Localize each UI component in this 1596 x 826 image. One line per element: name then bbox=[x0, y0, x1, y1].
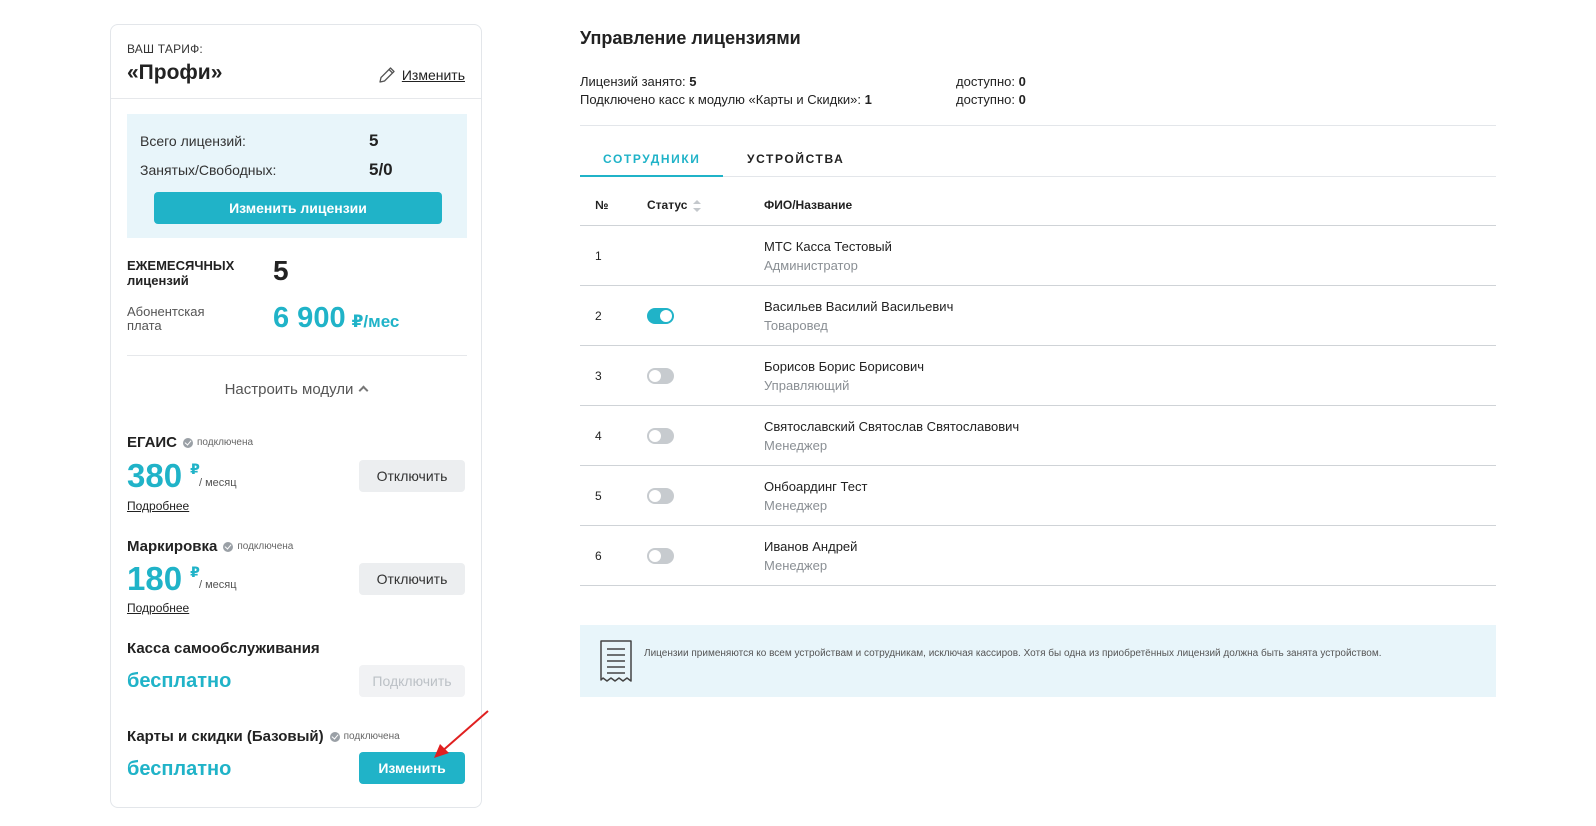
status-toggle[interactable] bbox=[647, 308, 674, 324]
module-title: Маркировка bbox=[127, 538, 218, 555]
cash-available-label: доступно: bbox=[956, 92, 1015, 107]
price-currency: ₽ bbox=[190, 564, 200, 580]
row-role: Товаровед bbox=[764, 318, 828, 333]
module-cards-discounts-change-button[interactable]: Изменить bbox=[359, 752, 465, 784]
status-toggle[interactable] bbox=[647, 488, 674, 504]
tab-devices[interactable]: УСТРОЙСТВА bbox=[747, 152, 845, 166]
module-title: Касса самообслуживания bbox=[127, 640, 320, 657]
licenses-available-stat bbox=[956, 74, 1026, 89]
subscription-fee-label: Абонентская плата bbox=[127, 304, 205, 333]
status-toggle[interactable] bbox=[647, 428, 674, 444]
row-number: 2 bbox=[595, 309, 602, 323]
plan-caption: ВАШ ТАРИФ: bbox=[127, 42, 203, 56]
module-self-checkout-connect-button[interactable]: Подключить bbox=[359, 665, 465, 697]
row-number: 6 bbox=[595, 549, 602, 563]
status-text: подключена bbox=[343, 731, 400, 742]
licenses-available-value: 0 bbox=[1018, 74, 1026, 89]
total-licenses-value: 5 bbox=[369, 131, 379, 150]
price-currency: ₽ bbox=[190, 461, 200, 477]
column-status-label: Статус bbox=[647, 198, 688, 212]
module-marking-disconnect-button[interactable]: Отключить bbox=[359, 563, 465, 595]
divider bbox=[127, 355, 467, 356]
price-unit: / месяц bbox=[199, 579, 237, 591]
configure-modules-toggle[interactable] bbox=[111, 381, 481, 398]
monthly-licenses-value: 5 bbox=[273, 255, 289, 286]
module-self-checkout-title bbox=[127, 640, 320, 657]
change-licenses-button[interactable]: Изменить лицензии bbox=[154, 192, 442, 224]
table-row[interactable] bbox=[580, 406, 1496, 466]
row-name: Онбоардинг Тест bbox=[764, 479, 868, 494]
module-egais-disconnect-button[interactable]: Отключить bbox=[359, 460, 465, 492]
column-status[interactable] bbox=[647, 198, 701, 212]
column-name: ФИО/Название bbox=[764, 198, 853, 212]
subscription-fee-unit: ₽/мес bbox=[351, 312, 400, 331]
row-role: Менеджер bbox=[764, 558, 828, 573]
row-role: Менеджер bbox=[764, 438, 828, 453]
monthly-licenses-label: ЕЖЕМЕСЯЧНЫХ лицензий bbox=[127, 258, 235, 288]
cash-connected-value: 1 bbox=[864, 92, 872, 107]
price-unit: / месяц bbox=[199, 477, 237, 489]
tab-employees[interactable]: СОТРУДНИКИ bbox=[603, 152, 701, 166]
row-name: МТС Касса Тестовый bbox=[764, 239, 892, 254]
info-notice bbox=[580, 625, 1496, 697]
configure-modules-label: Настроить модули bbox=[224, 381, 354, 398]
module-egais-price bbox=[127, 459, 200, 492]
row-number: 1 bbox=[595, 249, 602, 263]
info-notice-text: Лицензии применяются ко всем устройствам и сотрудникам, исключая кассиров. Хотя бы одна из приобретённых лицензий должна быть занята устройством. bbox=[644, 648, 1382, 659]
busy-free-label: Занятых/Свободных: bbox=[140, 162, 277, 178]
module-title: ЕГАИС bbox=[127, 434, 178, 451]
module-cards-discounts-price: бесплатно bbox=[127, 758, 232, 780]
row-name: Васильев Василий Васильевич bbox=[764, 299, 954, 314]
cash-connected-stat bbox=[580, 92, 872, 107]
chevron-up-icon bbox=[359, 386, 369, 396]
cash-available-value: 0 bbox=[1018, 92, 1026, 107]
cash-available-stat bbox=[956, 92, 1026, 107]
status-badge bbox=[183, 437, 253, 448]
module-marking-title bbox=[127, 538, 293, 555]
row-number: 5 bbox=[595, 489, 602, 503]
status-badge bbox=[330, 731, 400, 742]
licenses-busy-value: 5 bbox=[689, 74, 697, 89]
cash-connected-label: Подключено касс к модулю «Карты и Скидки»: bbox=[580, 92, 861, 107]
row-number: 3 bbox=[595, 369, 602, 383]
change-plan-link[interactable] bbox=[377, 65, 465, 85]
module-marking-price bbox=[127, 562, 200, 595]
licenses-available-label: доступно: bbox=[956, 74, 1015, 89]
subscription-fee-value: 6 900 bbox=[273, 302, 346, 334]
divider bbox=[580, 125, 1496, 126]
check-circle-icon bbox=[330, 732, 340, 742]
module-egais-details-link[interactable]: Подробнее bbox=[127, 499, 190, 513]
tariff-card bbox=[110, 24, 482, 808]
subscription-fee bbox=[273, 302, 399, 335]
page-title: Управление лицензиями bbox=[580, 28, 801, 48]
check-circle-icon bbox=[183, 438, 193, 448]
status-text: подключена bbox=[237, 541, 294, 552]
module-marking-details-link[interactable]: Подробнее bbox=[127, 601, 190, 615]
table-header bbox=[580, 187, 1496, 226]
check-circle-icon bbox=[223, 542, 233, 552]
tab-bar bbox=[580, 143, 1496, 177]
row-number: 4 bbox=[595, 429, 602, 443]
pencil-icon bbox=[377, 65, 397, 85]
table-row[interactable] bbox=[580, 286, 1496, 346]
price-value: 180 bbox=[127, 560, 183, 597]
table-row[interactable] bbox=[580, 226, 1496, 286]
row-name: Иванов Андрей bbox=[764, 539, 858, 554]
module-cards-discounts-title bbox=[127, 728, 400, 745]
table-row[interactable] bbox=[580, 346, 1496, 406]
module-title: Карты и скидки (Базовый) bbox=[127, 728, 324, 745]
licenses-busy-label: Лицензий занято: bbox=[580, 74, 686, 89]
status-badge bbox=[223, 541, 293, 552]
change-plan-label: Изменить bbox=[401, 67, 465, 83]
status-toggle[interactable] bbox=[647, 548, 674, 564]
row-role: Управляющий bbox=[764, 378, 850, 393]
licenses-summary bbox=[127, 114, 467, 238]
plan-name: «Профи» bbox=[127, 61, 223, 84]
active-tab-indicator bbox=[580, 175, 723, 177]
price-value: 380 bbox=[127, 457, 183, 494]
annotation-arrow-icon bbox=[430, 708, 494, 760]
module-egais-title bbox=[127, 434, 253, 451]
row-name: Борисов Борис Борисович bbox=[764, 359, 925, 374]
row-role: Администратор bbox=[764, 258, 858, 273]
table-row[interactable] bbox=[580, 466, 1496, 526]
column-number: № bbox=[595, 198, 609, 212]
table-row[interactable] bbox=[580, 526, 1496, 586]
receipt-icon bbox=[598, 639, 634, 685]
sort-icon[interactable] bbox=[693, 200, 701, 212]
status-toggle[interactable] bbox=[647, 368, 674, 384]
busy-free-value: 5/0 bbox=[369, 160, 393, 179]
row-role: Менеджер bbox=[764, 498, 828, 513]
status-text: подключена bbox=[197, 437, 254, 448]
total-licenses-label: Всего лицензий: bbox=[140, 133, 246, 149]
licenses-busy-stat bbox=[580, 74, 697, 89]
module-self-checkout-price: бесплатно bbox=[127, 670, 232, 692]
row-name: Святославский Святослав Святославович bbox=[764, 419, 1020, 434]
tariff-header bbox=[111, 25, 481, 99]
